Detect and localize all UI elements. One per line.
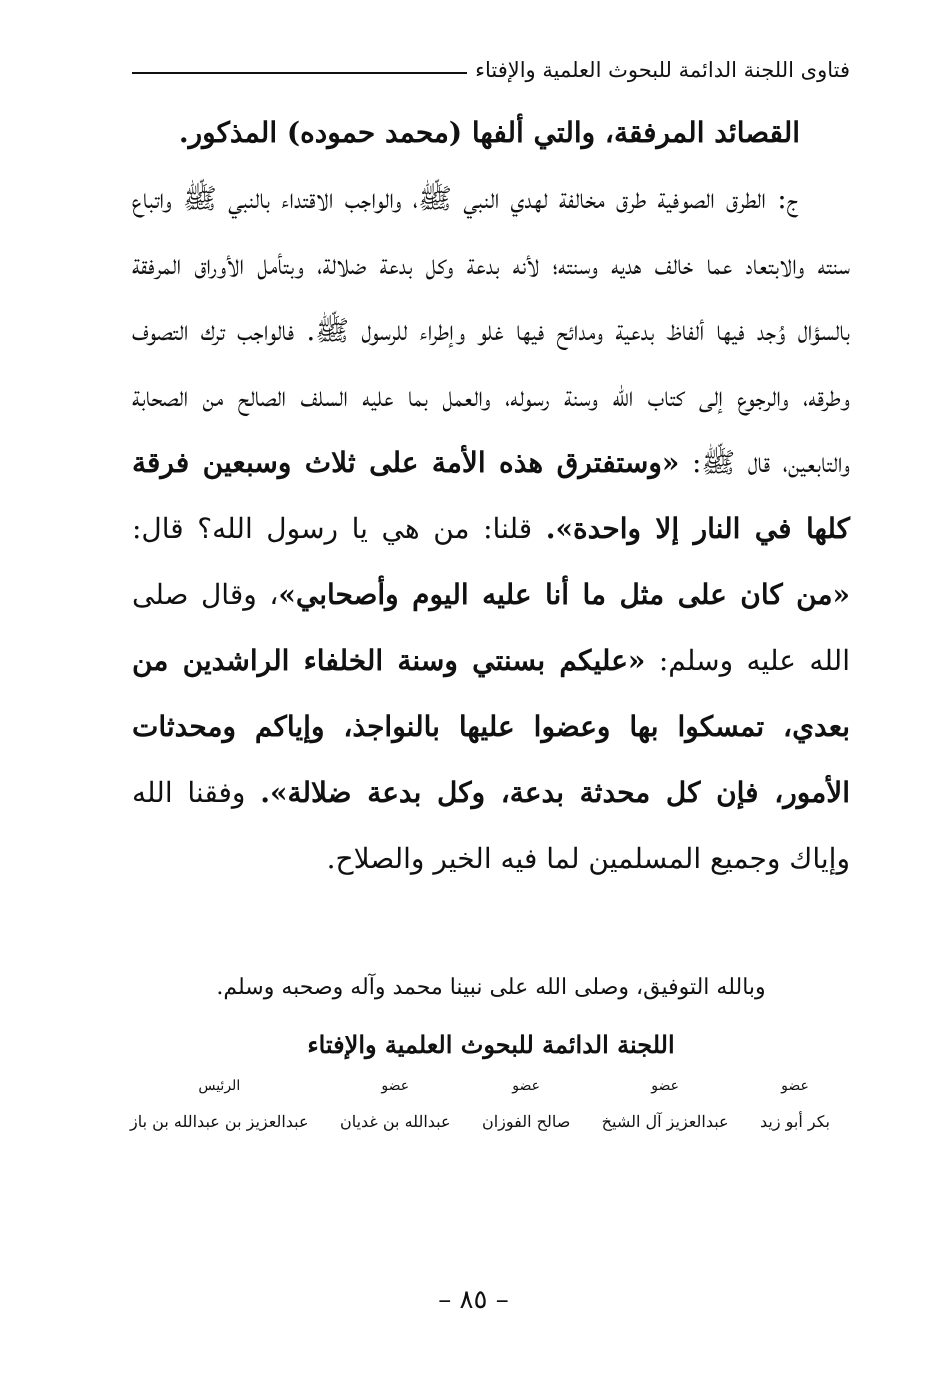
signature-member-4 — [340, 1078, 451, 1131]
signature-name: بكر أبو زيد — [759, 1112, 830, 1131]
fatwa-body — [132, 100, 850, 892]
signature-role: الرئيس — [198, 1078, 241, 1094]
page-number: – ٨٥ – — [438, 1285, 509, 1315]
answer-text-4: وفقنا الله وإياك وجميع المسلمين لما فيه الخير والصلاح. — [132, 776, 850, 875]
running-header-title: فتاوى اللجنة الدائمة للبحوث العلمية والإفتاء — [475, 58, 850, 82]
header-rule — [132, 72, 467, 74]
signature-member-3 — [482, 1078, 570, 1131]
signature-chairman — [130, 1078, 309, 1131]
signature-name: عبدالعزيز آل الشيخ — [601, 1112, 729, 1131]
committee-title: اللجنة الدائمة للبحوث العلمية والإفتاء — [307, 1030, 675, 1059]
hadith-quote-1: «وستفترق هذه الأمة على ثلاث وسبعين فرقة كلها في النار إلا واحدة». — [132, 446, 850, 545]
intro-line: القصائد المرفقة، والتي ألفها (محمد حموده) المذكور. — [178, 116, 800, 149]
answer-text-3: ، وقال صلى الله عليه وسلم: — [132, 578, 850, 677]
closing-line: وبالله التوفيق، وصلى الله على نبينا محمد وآله وصحبه وسلم. — [216, 975, 766, 1000]
signature-role: عضو — [381, 1078, 410, 1094]
signature-role: عضو — [512, 1078, 540, 1094]
hadith-quote-2: «من كان على مثل ما أنا عليه اليوم وأصحابي» — [278, 578, 850, 611]
answer-text-1: ج: الطرق الصوفية طرق مخالفة لهدي النبي ﷺ، والواجب الاقتداء بالنبي ﷺ واتباع سنته والابتعاد عما خالف هديه وسنته؛ لأنه بدعة وكل بدعة ضلالة، وبتأمل الأوراق المرفقة بالسؤال وُجد فيها ألفاظ بدعية ومدائح فيها غلو وإطراء للرسول ﷺ. فالواجب ترك التصوف وطرقه، والرجوع إلى كتاب الله وسنة رسوله، والعمل بما عليه السلف الصالح من الصحابة والتابعين، قال ﷺ: — [132, 182, 850, 479]
signature-name: صالح الفوزان — [481, 1112, 571, 1131]
answer-text-2: قلنا: من هي يا رسول الله؟ قال: — [132, 512, 546, 545]
answer-paragraph — [132, 166, 850, 892]
signature-name: عبدالله بن غديان — [339, 1112, 451, 1131]
running-header — [132, 42, 850, 82]
signature-member-1 — [760, 1078, 830, 1131]
hadith-quote-3: «عليكم بسنتي وسنة الخلفاء الراشدين من بعدي، تمسكوا بها وعضوا عليها بالنواجذ، وإياكم ومحدثات الأمور، فإن كل محدثة بدعة، وكل بدعة ضلالة». — [132, 644, 850, 809]
signature-member-2 — [602, 1078, 729, 1131]
signature-name: عبدالعزيز بن عبدالله بن باز — [130, 1112, 309, 1131]
signature-block — [130, 1078, 830, 1131]
signature-role: عضو — [781, 1078, 809, 1094]
signature-role: عضو — [651, 1078, 679, 1094]
